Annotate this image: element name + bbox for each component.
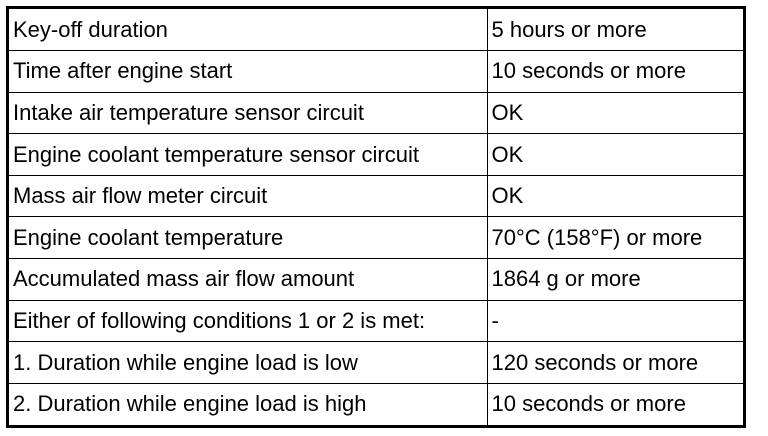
table-row [9, 9, 743, 51]
value-cell: 10 seconds or more [487, 51, 743, 93]
condition-cell: Engine coolant temperature sensor circuit [9, 134, 487, 176]
value-cell: OK [487, 92, 743, 134]
table-row [9, 134, 743, 176]
table-row [9, 342, 743, 384]
value-cell: - [487, 300, 743, 342]
value-cell: 5 hours or more [487, 9, 743, 51]
condition-cell: Time after engine start [9, 51, 487, 93]
value-cell: OK [487, 175, 743, 217]
table-row [9, 92, 743, 134]
condition-cell: Engine coolant temperature [9, 217, 487, 259]
condition-cell: Key-off duration [9, 9, 487, 51]
condition-cell: Either of following conditions 1 or 2 is met: [9, 300, 487, 342]
value-cell: 10 seconds or more [487, 383, 743, 425]
value-cell: 1864 g or more [487, 259, 743, 301]
condition-cell: Mass air flow meter circuit [9, 175, 487, 217]
table-row [9, 383, 743, 425]
table-row [9, 259, 743, 301]
table-row [9, 175, 743, 217]
condition-cell: Intake air temperature sensor circuit [9, 92, 487, 134]
conditions-grid [9, 9, 743, 425]
condition-cell: Accumulated mass air flow amount [9, 259, 487, 301]
conditions-table [6, 6, 746, 428]
condition-cell: 1. Duration while engine load is low [9, 342, 487, 384]
value-cell: 120 seconds or more [487, 342, 743, 384]
table-row [9, 217, 743, 259]
table-row [9, 51, 743, 93]
value-cell: OK [487, 134, 743, 176]
condition-cell: 2. Duration while engine load is high [9, 383, 487, 425]
value-cell: 70°C (158°F) or more [487, 217, 743, 259]
table-row [9, 300, 743, 342]
